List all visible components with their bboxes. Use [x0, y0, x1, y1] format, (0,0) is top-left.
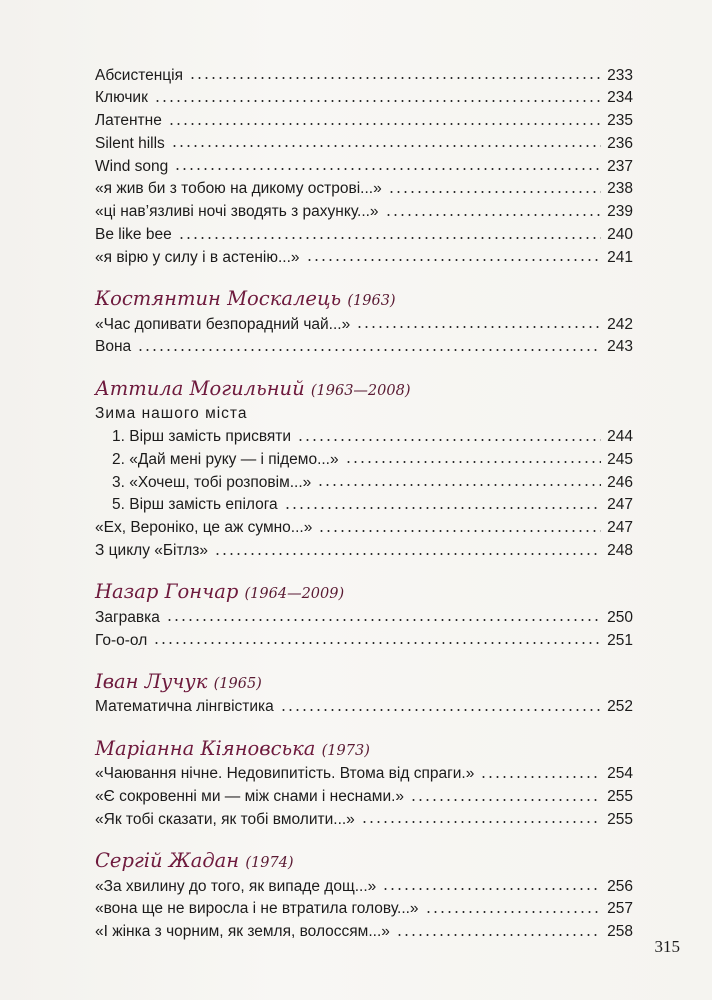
- dot-leader: [166, 606, 601, 622]
- cycle-title: Зима нашого міста: [95, 404, 248, 422]
- dot-leader: [306, 246, 602, 262]
- toc-entry: «я вірю у силу і в астенію...» 241: [95, 246, 633, 269]
- toc-entry: 5. Вірш замість епілога 247: [95, 494, 633, 517]
- toc-entry: Silent hills 236: [95, 132, 633, 155]
- toc-entry: «Як тобі сказати, як тобі вмолити...» 255: [95, 808, 633, 831]
- dot-leader: [168, 110, 601, 126]
- dot-leader: [425, 898, 602, 914]
- toc-entry: 2. «Дай мені руку — і підемо...» 245: [95, 448, 633, 471]
- author-heading: Іван Лучук (1965): [95, 669, 262, 693]
- toc-entry: Го-о-ол 251: [95, 629, 633, 652]
- toc-entry: Вона 243: [95, 336, 633, 359]
- dot-leader: [178, 224, 601, 240]
- toc-section-honchar: [95, 580, 633, 652]
- toc-entry: Wind song 237: [95, 155, 633, 178]
- toc-entry: Латентне 235: [95, 110, 633, 133]
- dot-leader: [480, 763, 601, 779]
- toc-group-continuation: [95, 64, 633, 269]
- dot-leader: [385, 201, 602, 217]
- dot-leader: [284, 494, 601, 510]
- toc-entry: «я жив би з тобою на дикому острові...» 238: [95, 178, 633, 201]
- dot-leader: [410, 786, 601, 802]
- author-years: (1964—2009): [244, 586, 345, 603]
- author-heading: Сергій Жадан (1974): [95, 849, 294, 873]
- dot-leader: [388, 178, 601, 194]
- toc-entry: 1. Вірш замість присвяти 244: [95, 426, 633, 449]
- dot-leader: [154, 87, 601, 103]
- dot-leader: [137, 336, 601, 352]
- toc-section-zhadan: [95, 849, 633, 943]
- page-number: 315: [654, 937, 680, 956]
- dot-leader: [174, 155, 601, 171]
- toc-entry: Абсистенція 233: [95, 64, 633, 87]
- dot-leader: [396, 921, 601, 937]
- dot-leader: [297, 426, 601, 442]
- toc-section-kiianovska: [95, 737, 633, 831]
- toc-entry: «І жінка з чорним, як земля, волоссям...» 258: [95, 921, 633, 944]
- toc-entry: Загравка 250: [95, 606, 633, 629]
- dot-leader: [189, 64, 601, 80]
- author-years: (1965): [213, 675, 262, 692]
- toc-entry: «Ех, Вероніко, це аж сумно...» 247: [95, 517, 633, 540]
- table-of-contents: [95, 64, 633, 944]
- dot-leader: [214, 540, 601, 556]
- dot-leader: [382, 875, 601, 891]
- dot-leader: [356, 313, 601, 329]
- toc-entry: «ці нав’язливі ночі зводять з рахунку...» 239: [95, 201, 633, 224]
- author-heading: Костянтин Москалець (1963): [95, 287, 396, 311]
- toc-section-luchuk: [95, 670, 633, 719]
- dot-leader: [318, 517, 601, 533]
- dot-leader: [361, 808, 601, 824]
- toc-entry: «За хвилину до того, як випаде дощ...» 256: [95, 875, 633, 898]
- toc-entry: Be like bee 240: [95, 224, 633, 247]
- author-years: (1963): [347, 293, 396, 310]
- dot-leader: [317, 471, 601, 487]
- dot-leader: [345, 448, 602, 464]
- toc-entry: «Час допивати безпорадний чай...» 242: [95, 313, 633, 336]
- toc-entry: «вона ще не виросла і не втратила голову...» 257: [95, 898, 633, 921]
- toc-entry: 3. «Хочеш, тобі розповім...» 246: [95, 471, 633, 494]
- toc-section-mohylnyi: [95, 377, 633, 563]
- author-years: (1963—2008): [310, 382, 411, 399]
- author-years: (1973): [321, 742, 370, 759]
- dot-leader: [280, 696, 601, 712]
- toc-entry: Математична лінгвістика 252: [95, 696, 633, 719]
- toc-section-moskalets: [95, 287, 633, 359]
- toc-entry: «Є сокровенні ми — між снами і неснами.» 255: [95, 786, 633, 809]
- toc-entry: Ключик 234: [95, 87, 633, 110]
- toc-entry: З циклу «Бітлз» 248: [95, 540, 633, 563]
- author-heading: Аттила Могильний (1963—2008): [95, 376, 411, 400]
- dot-leader: [171, 132, 601, 148]
- author-years: (1974): [245, 855, 294, 872]
- author-heading: Назар Гончар (1964—2009): [95, 580, 345, 604]
- dot-leader: [153, 629, 601, 645]
- toc-entry: «Чаювання нічне. Недовипитість. Втома від спраги.» 254: [95, 763, 633, 786]
- author-heading: Маріанна Кіяновська (1973): [95, 736, 370, 760]
